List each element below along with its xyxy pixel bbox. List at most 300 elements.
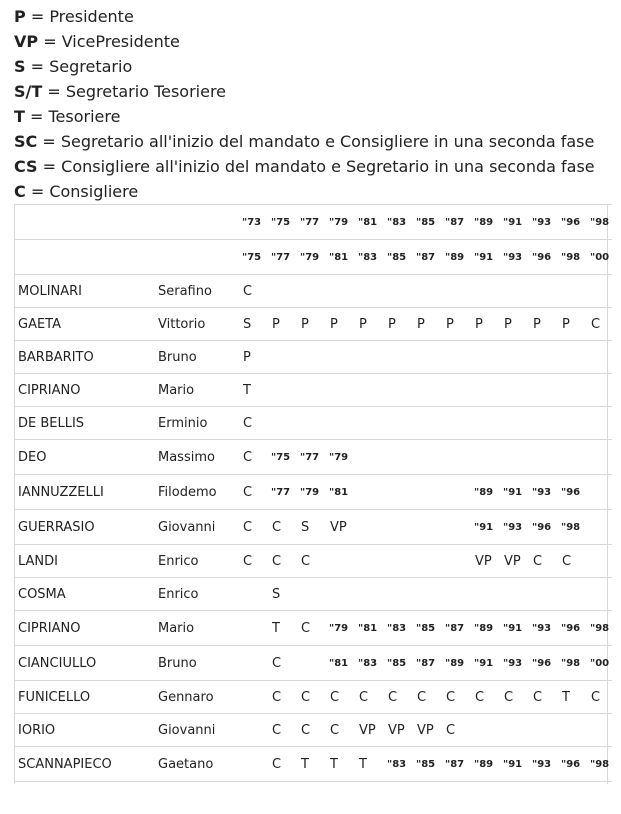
legend-line xyxy=(14,54,621,79)
member-name: Enrico xyxy=(154,578,240,611)
role-cell: "83 xyxy=(385,747,414,782)
role-cell: "91 xyxy=(501,611,530,646)
role-cell xyxy=(356,407,385,440)
legend-description: = Consigliere all'inizio del mandato e Segretario in una seconda fase xyxy=(38,157,595,176)
role-cell: VP xyxy=(501,545,530,578)
legend-code: S/T xyxy=(14,82,42,101)
legend-line xyxy=(14,154,621,179)
role-cell: C xyxy=(443,681,472,714)
legend-code: S xyxy=(14,57,26,76)
member-name: Enrico xyxy=(154,545,240,578)
role-cell: C xyxy=(559,545,588,578)
header-year: "79 xyxy=(327,205,356,240)
role-cell xyxy=(501,275,530,308)
role-cell: C xyxy=(269,747,298,782)
role-cell xyxy=(414,374,443,407)
role-cell xyxy=(414,782,443,814)
role-cell xyxy=(298,341,327,374)
role-cell: "81 xyxy=(327,646,356,681)
role-cell xyxy=(559,440,588,475)
role-cell xyxy=(472,374,501,407)
role-cell: P xyxy=(385,308,414,341)
role-cell xyxy=(443,275,472,308)
role-cell xyxy=(472,782,501,814)
role-cell: C xyxy=(356,681,385,714)
table-row xyxy=(14,440,612,475)
header-blank-cell xyxy=(154,240,240,275)
role-cell xyxy=(588,440,612,475)
role-cell: T xyxy=(327,747,356,782)
role-cell xyxy=(356,275,385,308)
role-cell xyxy=(559,782,588,814)
role-cell xyxy=(443,440,472,475)
role-cell xyxy=(530,275,559,308)
role-cell xyxy=(414,510,443,545)
legend-line xyxy=(14,29,621,54)
role-cell: "91 xyxy=(501,475,530,510)
header-year: "85 xyxy=(414,205,443,240)
member-surname: IORIO xyxy=(14,714,154,747)
role-cell xyxy=(530,407,559,440)
table-row xyxy=(14,510,612,545)
legend-code: SC xyxy=(14,132,37,151)
member-surname: GAETA xyxy=(14,308,154,341)
role-cell xyxy=(385,374,414,407)
role-cell: "93 xyxy=(530,475,559,510)
role-cell xyxy=(298,578,327,611)
role-cell xyxy=(472,578,501,611)
role-cell xyxy=(240,714,269,747)
member-surname: CIPRIANO xyxy=(14,611,154,646)
role-cell xyxy=(269,407,298,440)
role-cell xyxy=(385,545,414,578)
legend-code: CS xyxy=(14,157,38,176)
role-cell xyxy=(385,782,414,814)
role-cell: "87 xyxy=(443,611,472,646)
role-cell xyxy=(588,341,612,374)
table-row xyxy=(14,545,612,578)
role-cell: C xyxy=(298,545,327,578)
role-cell xyxy=(472,407,501,440)
table-row xyxy=(14,681,612,714)
role-cell xyxy=(588,578,612,611)
role-cell xyxy=(559,275,588,308)
legend-description: = Tesoriere xyxy=(25,107,121,126)
table-row xyxy=(14,646,612,681)
header-year: "96 xyxy=(559,205,588,240)
role-cell: "93 xyxy=(501,646,530,681)
role-cell: C xyxy=(269,681,298,714)
role-cell xyxy=(588,407,612,440)
header-year: "81 xyxy=(356,205,385,240)
role-cell xyxy=(240,681,269,714)
header-year: "89 xyxy=(443,240,472,275)
role-cell xyxy=(269,782,298,814)
member-surname: COSMA xyxy=(14,578,154,611)
role-cell xyxy=(356,440,385,475)
role-cell: P xyxy=(472,308,501,341)
role-cell: C xyxy=(240,440,269,475)
role-cell xyxy=(385,475,414,510)
role-cell xyxy=(385,275,414,308)
role-cell xyxy=(414,440,443,475)
role-cell: C xyxy=(269,510,298,545)
table-row xyxy=(14,275,612,308)
header-year: "73 xyxy=(240,205,269,240)
role-cell: C xyxy=(298,681,327,714)
role-cell xyxy=(588,545,612,578)
role-cell: "93 xyxy=(530,611,559,646)
role-cell xyxy=(356,475,385,510)
role-cell: "98 xyxy=(559,510,588,545)
legend-description: = Segretario Tesoriere xyxy=(42,82,226,101)
role-cell: "83 xyxy=(356,646,385,681)
member-surname: IANNUZZELLI xyxy=(14,475,154,510)
role-cell: VP xyxy=(356,714,385,747)
header-year: "93 xyxy=(530,205,559,240)
legend-description: = VicePresidente xyxy=(38,32,180,51)
role-cell: T xyxy=(298,747,327,782)
member-name: Gaetano xyxy=(154,747,240,782)
header-year: "77 xyxy=(298,205,327,240)
role-cell: C xyxy=(240,475,269,510)
role-cell: "98 xyxy=(559,646,588,681)
legend-line xyxy=(14,104,621,129)
role-cell: P xyxy=(414,308,443,341)
role-cell xyxy=(298,275,327,308)
role-cell xyxy=(443,475,472,510)
role-cell xyxy=(588,275,612,308)
member-surname: GUERRASIO xyxy=(14,510,154,545)
legend xyxy=(0,0,621,204)
role-cell: C xyxy=(327,681,356,714)
role-cell: VP xyxy=(414,714,443,747)
table-row xyxy=(14,308,612,341)
role-cell: P xyxy=(298,308,327,341)
role-cell xyxy=(588,714,612,747)
role-cell: C xyxy=(269,714,298,747)
role-cell xyxy=(327,341,356,374)
header-year: "87 xyxy=(414,240,443,275)
role-cell: P xyxy=(443,308,472,341)
role-cell xyxy=(240,578,269,611)
role-cell xyxy=(414,545,443,578)
role-cell: "83 xyxy=(385,611,414,646)
header-year: "98 xyxy=(588,205,612,240)
role-cell: T xyxy=(559,681,588,714)
role-cell xyxy=(530,440,559,475)
role-cell: P xyxy=(559,308,588,341)
header-year: "93 xyxy=(501,240,530,275)
role-cell: C xyxy=(443,714,472,747)
member-name: Giovanni xyxy=(154,510,240,545)
member-name: Mario xyxy=(154,374,240,407)
role-cell: P xyxy=(501,308,530,341)
role-cell xyxy=(356,510,385,545)
role-cell: S xyxy=(269,578,298,611)
role-cell: C xyxy=(240,545,269,578)
header-year: "79 xyxy=(298,240,327,275)
board-members-table xyxy=(14,204,612,814)
role-cell: "89 xyxy=(472,747,501,782)
role-cell: C xyxy=(530,681,559,714)
role-cell: C xyxy=(385,681,414,714)
header-year: "89 xyxy=(472,205,501,240)
member-name: Mario xyxy=(154,611,240,646)
role-cell xyxy=(472,341,501,374)
role-cell xyxy=(240,747,269,782)
role-cell: "75 xyxy=(269,440,298,475)
role-cell xyxy=(443,341,472,374)
role-cell xyxy=(327,407,356,440)
role-cell: "91 xyxy=(501,747,530,782)
role-cell xyxy=(501,341,530,374)
role-cell: C xyxy=(588,308,612,341)
header-year: "83 xyxy=(385,205,414,240)
role-cell xyxy=(559,578,588,611)
legend-line xyxy=(14,79,621,104)
role-cell xyxy=(588,475,612,510)
member-surname: LANDI xyxy=(14,545,154,578)
role-cell xyxy=(356,545,385,578)
legend-code: C xyxy=(14,182,26,201)
role-cell: VP xyxy=(327,510,356,545)
role-cell xyxy=(240,646,269,681)
legend-line xyxy=(14,4,621,29)
role-cell: C xyxy=(327,714,356,747)
member-name xyxy=(154,782,240,814)
role-cell xyxy=(356,341,385,374)
role-cell: "93 xyxy=(501,510,530,545)
header-year: "85 xyxy=(385,240,414,275)
role-cell: "89 xyxy=(472,475,501,510)
role-cell: C xyxy=(588,681,612,714)
role-cell xyxy=(327,374,356,407)
table-row xyxy=(14,611,612,646)
role-cell: "96 xyxy=(530,510,559,545)
role-cell: C xyxy=(298,611,327,646)
role-cell xyxy=(472,714,501,747)
role-cell xyxy=(443,782,472,814)
role-cell: "96 xyxy=(559,475,588,510)
header-year: "75 xyxy=(240,240,269,275)
role-cell xyxy=(559,407,588,440)
role-cell xyxy=(472,440,501,475)
role-cell: VP xyxy=(385,714,414,747)
role-cell: "79 xyxy=(298,475,327,510)
role-cell xyxy=(472,275,501,308)
member-surname: FUNICELLO xyxy=(14,681,154,714)
role-cell: P xyxy=(269,308,298,341)
role-cell xyxy=(588,374,612,407)
role-cell xyxy=(443,578,472,611)
role-cell: P xyxy=(530,308,559,341)
role-cell xyxy=(327,545,356,578)
role-cell xyxy=(530,782,559,814)
member-name: Filodemo xyxy=(154,475,240,510)
role-cell: "91 xyxy=(472,646,501,681)
legend-description: = Presidente xyxy=(26,7,134,26)
role-cell: C xyxy=(240,510,269,545)
header-row xyxy=(14,240,612,275)
role-cell xyxy=(298,407,327,440)
header-year: "87 xyxy=(443,205,472,240)
header-year: "91 xyxy=(501,205,530,240)
header-year: "83 xyxy=(356,240,385,275)
role-cell: "85 xyxy=(414,747,443,782)
role-cell xyxy=(356,578,385,611)
role-cell: "79 xyxy=(327,440,356,475)
role-cell: "85 xyxy=(385,646,414,681)
role-cell: "89 xyxy=(472,611,501,646)
role-cell xyxy=(356,374,385,407)
role-cell xyxy=(356,782,385,814)
member-surname: DEO xyxy=(14,440,154,475)
role-cell xyxy=(443,374,472,407)
role-cell xyxy=(530,578,559,611)
table-row xyxy=(14,714,612,747)
role-cell xyxy=(385,407,414,440)
member-surname: CIPRIANO xyxy=(14,374,154,407)
role-cell xyxy=(414,578,443,611)
legend-code: T xyxy=(14,107,25,126)
role-cell xyxy=(443,407,472,440)
role-cell xyxy=(385,578,414,611)
member-surname: MOLINARI xyxy=(14,275,154,308)
legend-line xyxy=(14,179,621,204)
header-blank-cell xyxy=(154,205,240,240)
role-cell xyxy=(559,714,588,747)
role-cell: VP xyxy=(472,545,501,578)
header-year: "98 xyxy=(559,240,588,275)
member-name: Bruno xyxy=(154,646,240,681)
role-cell: C xyxy=(240,275,269,308)
role-cell: T xyxy=(356,747,385,782)
role-cell: S xyxy=(298,510,327,545)
role-cell: "98 xyxy=(588,747,612,782)
member-name: Bruno xyxy=(154,341,240,374)
role-cell xyxy=(588,782,612,814)
table-row xyxy=(14,747,612,782)
role-cell xyxy=(385,510,414,545)
role-cell xyxy=(501,374,530,407)
role-cell xyxy=(559,374,588,407)
header-year: "81 xyxy=(327,240,356,275)
role-cell xyxy=(530,374,559,407)
role-cell: "81 xyxy=(356,611,385,646)
role-cell xyxy=(269,341,298,374)
table-row xyxy=(14,782,612,814)
header-row xyxy=(14,205,612,240)
role-cell: "77 xyxy=(298,440,327,475)
role-cell: C xyxy=(298,714,327,747)
role-cell xyxy=(501,714,530,747)
role-cell: C xyxy=(240,407,269,440)
role-cell xyxy=(501,782,530,814)
role-cell xyxy=(240,782,269,814)
role-cell xyxy=(501,440,530,475)
role-cell: "79 xyxy=(327,611,356,646)
role-cell: "87 xyxy=(414,646,443,681)
member-name: Erminio xyxy=(154,407,240,440)
legend-line xyxy=(14,129,621,154)
legend-code: P xyxy=(14,7,26,26)
role-cell: P xyxy=(356,308,385,341)
member-surname: DE BELLIS xyxy=(14,407,154,440)
role-cell xyxy=(559,341,588,374)
table-row xyxy=(14,407,612,440)
role-cell xyxy=(385,440,414,475)
role-cell: "93 xyxy=(530,747,559,782)
role-cell: "87 xyxy=(443,747,472,782)
header-blank-cell xyxy=(14,240,154,275)
role-cell xyxy=(298,782,327,814)
role-cell xyxy=(327,578,356,611)
role-cell xyxy=(414,475,443,510)
legend-description: = Segretario all'inizio del mandato e Consigliere in una seconda fase xyxy=(37,132,594,151)
role-cell xyxy=(240,611,269,646)
legend-description: = Consigliere xyxy=(26,182,138,201)
role-cell xyxy=(530,714,559,747)
role-cell: C xyxy=(414,681,443,714)
role-cell xyxy=(298,646,327,681)
role-cell: "91 xyxy=(472,510,501,545)
role-cell: P xyxy=(327,308,356,341)
role-cell xyxy=(443,545,472,578)
role-cell: "77 xyxy=(269,475,298,510)
role-cell: "96 xyxy=(559,747,588,782)
role-cell xyxy=(414,275,443,308)
role-cell: S xyxy=(240,308,269,341)
header-year: "96 xyxy=(530,240,559,275)
member-name: Massimo xyxy=(154,440,240,475)
member-name: Gennaro xyxy=(154,681,240,714)
role-cell xyxy=(501,578,530,611)
role-cell: C xyxy=(269,646,298,681)
role-cell xyxy=(385,341,414,374)
role-cell: T xyxy=(269,611,298,646)
role-cell xyxy=(588,510,612,545)
role-cell xyxy=(530,341,559,374)
header-year: "91 xyxy=(472,240,501,275)
role-cell: P xyxy=(240,341,269,374)
header-year: "00 xyxy=(588,240,612,275)
role-cell xyxy=(414,341,443,374)
role-cell xyxy=(443,510,472,545)
member-surname: SCANNAPIECO xyxy=(14,747,154,782)
member-name: Vittorio xyxy=(154,308,240,341)
role-cell xyxy=(269,275,298,308)
member-name: Giovanni xyxy=(154,714,240,747)
role-cell: "00 xyxy=(588,646,612,681)
role-cell xyxy=(501,407,530,440)
role-cell xyxy=(414,407,443,440)
member-name: Serafino xyxy=(154,275,240,308)
role-cell: "85 xyxy=(414,611,443,646)
role-cell: "96 xyxy=(530,646,559,681)
role-cell: "81 xyxy=(327,475,356,510)
member-surname: CIANCIULLO xyxy=(14,646,154,681)
role-cell: C xyxy=(501,681,530,714)
role-cell: "96 xyxy=(559,611,588,646)
role-cell xyxy=(327,782,356,814)
header-year: "77 xyxy=(269,240,298,275)
role-cell: "98 xyxy=(588,611,612,646)
legend-description: = Segretario xyxy=(26,57,133,76)
role-cell: "89 xyxy=(443,646,472,681)
table-row xyxy=(14,374,612,407)
header-year: "75 xyxy=(269,205,298,240)
